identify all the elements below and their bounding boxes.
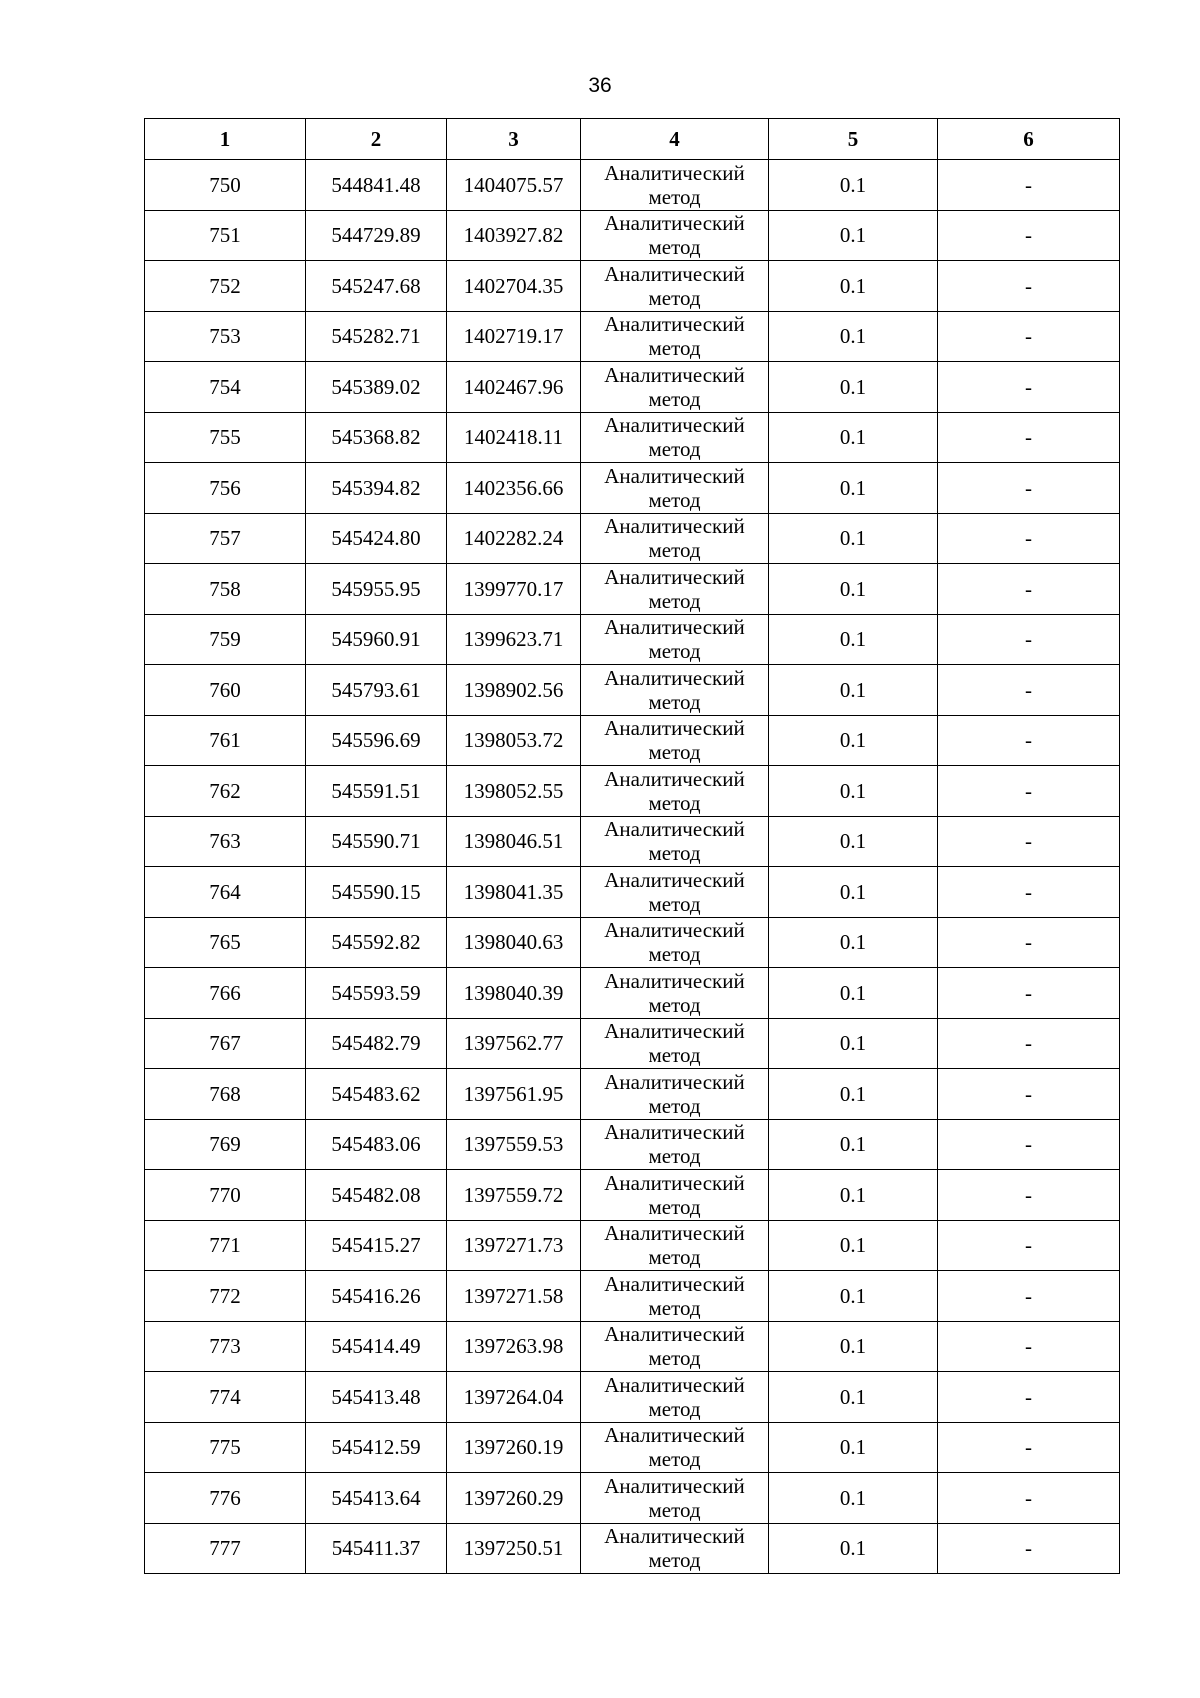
coordinate-x-cell: 545590.71 [306, 816, 447, 867]
point-number-cell: 750 [145, 160, 306, 211]
note-cell: - [938, 261, 1120, 312]
accuracy-cell: 0.1 [769, 917, 938, 968]
coordinate-y-cell: 1397264.04 [447, 1372, 581, 1423]
table-row [145, 412, 1120, 463]
coordinate-y-cell: 1397561.95 [447, 1069, 581, 1120]
accuracy-cell: 0.1 [769, 1271, 938, 1322]
note-cell: - [938, 1018, 1120, 1069]
accuracy-cell: 0.1 [769, 614, 938, 665]
coordinate-x-cell: 545590.15 [306, 867, 447, 918]
coordinate-x-cell: 545591.51 [306, 766, 447, 817]
coordinate-y-cell: 1397250.51 [447, 1523, 581, 1574]
coordinate-x-cell: 545411.37 [306, 1523, 447, 1574]
table-row [145, 917, 1120, 968]
coordinate-y-cell: 1397260.19 [447, 1422, 581, 1473]
accuracy-cell: 0.1 [769, 968, 938, 1019]
coordinate-x-cell: 544841.48 [306, 160, 447, 211]
method-cell: Аналитический метод [581, 1422, 769, 1473]
accuracy-cell: 0.1 [769, 1119, 938, 1170]
note-cell: - [938, 1321, 1120, 1372]
coordinate-x-cell: 545592.82 [306, 917, 447, 968]
note-cell: - [938, 513, 1120, 564]
coordinate-y-cell: 1398902.56 [447, 665, 581, 716]
accuracy-cell: 0.1 [769, 715, 938, 766]
note-cell: - [938, 766, 1120, 817]
note-cell: - [938, 715, 1120, 766]
accuracy-cell: 0.1 [769, 665, 938, 716]
table-row [145, 1372, 1120, 1423]
coordinate-x-cell: 545482.79 [306, 1018, 447, 1069]
point-number-cell: 757 [145, 513, 306, 564]
table-row [145, 968, 1120, 1019]
note-cell: - [938, 463, 1120, 514]
point-number-cell: 776 [145, 1473, 306, 1524]
coordinate-x-cell: 545793.61 [306, 665, 447, 716]
coordinate-y-cell: 1398046.51 [447, 816, 581, 867]
method-cell: Аналитический метод [581, 564, 769, 615]
coordinate-x-cell: 545482.08 [306, 1170, 447, 1221]
coordinate-y-cell: 1397559.72 [447, 1170, 581, 1221]
method-cell: Аналитический метод [581, 412, 769, 463]
point-number-cell: 767 [145, 1018, 306, 1069]
accuracy-cell: 0.1 [769, 412, 938, 463]
note-cell: - [938, 867, 1120, 918]
table-row [145, 1422, 1120, 1473]
method-cell: Аналитический метод [581, 311, 769, 362]
coordinate-y-cell: 1397562.77 [447, 1018, 581, 1069]
point-number-cell: 766 [145, 968, 306, 1019]
point-number-cell: 775 [145, 1422, 306, 1473]
accuracy-cell: 0.1 [769, 1069, 938, 1120]
accuracy-cell: 0.1 [769, 1523, 938, 1574]
method-cell: Аналитический метод [581, 1321, 769, 1372]
coordinate-y-cell: 1397271.73 [447, 1220, 581, 1271]
method-cell: Аналитический метод [581, 463, 769, 514]
table-row [145, 261, 1120, 312]
accuracy-cell: 0.1 [769, 1321, 938, 1372]
table-row [145, 362, 1120, 413]
method-cell: Аналитический метод [581, 1220, 769, 1271]
point-number-cell: 770 [145, 1170, 306, 1221]
method-cell: Аналитический метод [581, 715, 769, 766]
note-cell: - [938, 968, 1120, 1019]
table-row [145, 1018, 1120, 1069]
point-number-cell: 773 [145, 1321, 306, 1372]
accuracy-cell: 0.1 [769, 1220, 938, 1271]
coordinate-x-cell: 545596.69 [306, 715, 447, 766]
table-row [145, 513, 1120, 564]
coordinate-y-cell: 1398040.63 [447, 917, 581, 968]
table-row [145, 210, 1120, 261]
point-number-cell: 752 [145, 261, 306, 312]
point-number-cell: 761 [145, 715, 306, 766]
method-cell: Аналитический метод [581, 1523, 769, 1574]
method-cell: Аналитический метод [581, 968, 769, 1019]
accuracy-cell: 0.1 [769, 816, 938, 867]
note-cell: - [938, 311, 1120, 362]
note-cell: - [938, 614, 1120, 665]
note-cell: - [938, 412, 1120, 463]
method-cell: Аналитический метод [581, 614, 769, 665]
coordinate-x-cell: 545415.27 [306, 1220, 447, 1271]
note-cell: - [938, 1069, 1120, 1120]
coordinate-x-cell: 545413.64 [306, 1473, 447, 1524]
page-number: 36 [588, 74, 612, 97]
accuracy-cell: 0.1 [769, 463, 938, 514]
table-body [145, 160, 1120, 1574]
accuracy-cell: 0.1 [769, 766, 938, 817]
coordinate-y-cell: 1403927.82 [447, 210, 581, 261]
coordinate-y-cell: 1399770.17 [447, 564, 581, 615]
note-cell: - [938, 917, 1120, 968]
point-number-cell: 762 [145, 766, 306, 817]
coordinate-y-cell: 1397260.29 [447, 1473, 581, 1524]
point-number-cell: 763 [145, 816, 306, 867]
accuracy-cell: 0.1 [769, 1018, 938, 1069]
accuracy-cell: 0.1 [769, 362, 938, 413]
table-row [145, 564, 1120, 615]
coordinate-y-cell: 1402467.96 [447, 362, 581, 413]
method-cell: Аналитический метод [581, 816, 769, 867]
note-cell: - [938, 1170, 1120, 1221]
coordinate-y-cell: 1398041.35 [447, 867, 581, 918]
accuracy-cell: 0.1 [769, 210, 938, 261]
point-number-cell: 772 [145, 1271, 306, 1322]
table-row [145, 1321, 1120, 1372]
coordinate-x-cell: 545412.59 [306, 1422, 447, 1473]
point-number-cell: 765 [145, 917, 306, 968]
table-row [145, 1220, 1120, 1271]
note-cell: - [938, 665, 1120, 716]
point-number-cell: 771 [145, 1220, 306, 1271]
note-cell: - [938, 816, 1120, 867]
table-row [145, 867, 1120, 918]
coordinate-y-cell: 1399623.71 [447, 614, 581, 665]
table-row [145, 463, 1120, 514]
note-cell: - [938, 1473, 1120, 1524]
note-cell: - [938, 1523, 1120, 1574]
coordinate-x-cell: 545414.49 [306, 1321, 447, 1372]
coordinate-y-cell: 1402719.17 [447, 311, 581, 362]
coordinate-y-cell: 1398040.39 [447, 968, 581, 1019]
header-cell-3: 3 [447, 119, 581, 160]
note-cell: - [938, 1271, 1120, 1322]
coordinate-x-cell: 545416.26 [306, 1271, 447, 1322]
point-number-cell: 758 [145, 564, 306, 615]
accuracy-cell: 0.1 [769, 261, 938, 312]
header-cell-6: 6 [938, 119, 1120, 160]
note-cell: - [938, 564, 1120, 615]
table-row [145, 665, 1120, 716]
method-cell: Аналитический метод [581, 917, 769, 968]
coordinate-y-cell: 1397263.98 [447, 1321, 581, 1372]
header-cell-1: 1 [145, 119, 306, 160]
coordinate-x-cell: 545247.68 [306, 261, 447, 312]
point-number-cell: 754 [145, 362, 306, 413]
method-cell: Аналитический метод [581, 1271, 769, 1322]
accuracy-cell: 0.1 [769, 513, 938, 564]
method-cell: Аналитический метод [581, 665, 769, 716]
accuracy-cell: 0.1 [769, 311, 938, 362]
note-cell: - [938, 1220, 1120, 1271]
coordinate-x-cell: 545424.80 [306, 513, 447, 564]
method-cell: Аналитический метод [581, 766, 769, 817]
table-row [145, 1069, 1120, 1120]
point-number-cell: 768 [145, 1069, 306, 1120]
table-row [145, 1119, 1120, 1170]
accuracy-cell: 0.1 [769, 1422, 938, 1473]
coordinate-x-cell: 545955.95 [306, 564, 447, 615]
coordinate-x-cell: 545593.59 [306, 968, 447, 1019]
point-number-cell: 759 [145, 614, 306, 665]
point-number-cell: 756 [145, 463, 306, 514]
coordinate-y-cell: 1402282.24 [447, 513, 581, 564]
coordinate-y-cell: 1398053.72 [447, 715, 581, 766]
table-row [145, 766, 1120, 817]
method-cell: Аналитический метод [581, 1473, 769, 1524]
note-cell: - [938, 1422, 1120, 1473]
table-row [145, 816, 1120, 867]
table-row [145, 1271, 1120, 1322]
point-number-cell: 760 [145, 665, 306, 716]
method-cell: Аналитический метод [581, 1170, 769, 1221]
coordinate-y-cell: 1404075.57 [447, 160, 581, 211]
accuracy-cell: 0.1 [769, 1473, 938, 1524]
table-header-row [145, 119, 1120, 160]
header-cell-5: 5 [769, 119, 938, 160]
point-number-cell: 751 [145, 210, 306, 261]
coordinate-x-cell: 545394.82 [306, 463, 447, 514]
method-cell: Аналитический метод [581, 210, 769, 261]
accuracy-cell: 0.1 [769, 1170, 938, 1221]
note-cell: - [938, 362, 1120, 413]
accuracy-cell: 0.1 [769, 867, 938, 918]
point-number-cell: 769 [145, 1119, 306, 1170]
table-row [145, 1170, 1120, 1221]
header-cell-4: 4 [581, 119, 769, 160]
point-number-cell: 777 [145, 1523, 306, 1574]
coordinate-x-cell: 545368.82 [306, 412, 447, 463]
coordinate-y-cell: 1402418.11 [447, 412, 581, 463]
method-cell: Аналитический метод [581, 160, 769, 211]
coordinate-y-cell: 1398052.55 [447, 766, 581, 817]
accuracy-cell: 0.1 [769, 1372, 938, 1423]
coordinate-y-cell: 1402704.35 [447, 261, 581, 312]
method-cell: Аналитический метод [581, 1018, 769, 1069]
coordinate-x-cell: 545483.62 [306, 1069, 447, 1120]
accuracy-cell: 0.1 [769, 564, 938, 615]
method-cell: Аналитический метод [581, 261, 769, 312]
note-cell: - [938, 1372, 1120, 1423]
coordinate-x-cell: 544729.89 [306, 210, 447, 261]
coordinate-x-cell: 545389.02 [306, 362, 447, 413]
point-number-cell: 764 [145, 867, 306, 918]
coordinate-y-cell: 1397271.58 [447, 1271, 581, 1322]
point-number-cell: 774 [145, 1372, 306, 1423]
coordinate-x-cell: 545483.06 [306, 1119, 447, 1170]
note-cell: - [938, 1119, 1120, 1170]
point-number-cell: 755 [145, 412, 306, 463]
coordinate-x-cell: 545413.48 [306, 1372, 447, 1423]
table-row [145, 311, 1120, 362]
coordinates-table [144, 118, 1120, 1574]
coordinate-y-cell: 1397559.53 [447, 1119, 581, 1170]
coordinate-x-cell: 545282.71 [306, 311, 447, 362]
coordinate-y-cell: 1402356.66 [447, 463, 581, 514]
method-cell: Аналитический метод [581, 513, 769, 564]
method-cell: Аналитический метод [581, 1119, 769, 1170]
method-cell: Аналитический метод [581, 1069, 769, 1120]
table-row [145, 614, 1120, 665]
note-cell: - [938, 160, 1120, 211]
point-number-cell: 753 [145, 311, 306, 362]
table-row [145, 1523, 1120, 1574]
table-row [145, 1473, 1120, 1524]
header-cell-2: 2 [306, 119, 447, 160]
method-cell: Аналитический метод [581, 1372, 769, 1423]
table-row [145, 715, 1120, 766]
table-row [145, 160, 1120, 211]
method-cell: Аналитический метод [581, 362, 769, 413]
note-cell: - [938, 210, 1120, 261]
method-cell: Аналитический метод [581, 867, 769, 918]
coordinate-x-cell: 545960.91 [306, 614, 447, 665]
accuracy-cell: 0.1 [769, 160, 938, 211]
